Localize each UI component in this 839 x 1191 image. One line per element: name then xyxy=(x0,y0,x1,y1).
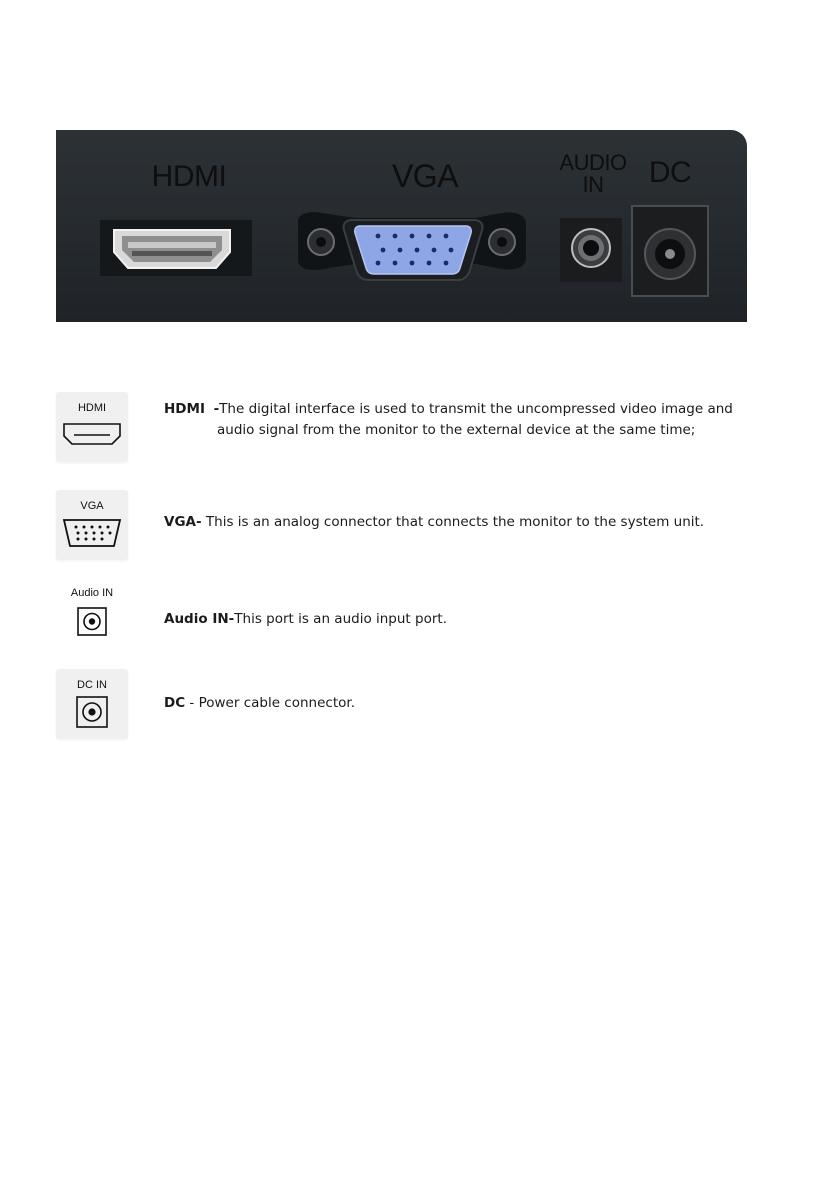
vga-description xyxy=(164,512,704,533)
photo-label-audio-line1: AUDIO xyxy=(559,150,627,175)
photo-label-hdmi: HDMI xyxy=(151,160,227,193)
audio-jack-icon xyxy=(56,578,128,648)
audio-in-name: Audio IN xyxy=(164,611,229,627)
hdmi-legend-icon-box xyxy=(56,392,128,462)
vga-port-icon xyxy=(56,490,128,560)
vga-text: This is an analog connector that connects the monitor to the system unit. xyxy=(201,514,705,530)
photo-label-dc: DC xyxy=(648,156,692,189)
hdmi-text-line1: The digital interface is used to transmit the uncompressed video image and xyxy=(219,401,733,417)
audio-jack-icon xyxy=(560,218,622,282)
dc-jack-icon xyxy=(632,206,708,296)
audio-in-text: This port is an audio input port. xyxy=(234,611,447,627)
hdmi-text-line2: audio signal from the monitor to the external device at the same time; xyxy=(217,422,696,438)
dc-description xyxy=(164,693,355,714)
audio-in-description xyxy=(164,609,447,630)
vga-separator: - xyxy=(195,514,202,530)
vga-name: VGA xyxy=(164,514,196,530)
dc-icon-label: DC IN xyxy=(77,679,107,691)
dc-legend-icon-box xyxy=(56,669,128,739)
hdmi-icon-label: HDMI xyxy=(77,402,107,414)
port-panel-photo xyxy=(56,130,747,322)
audio-in-icon-label: Audio IN xyxy=(70,587,114,599)
hdmi-description xyxy=(164,399,733,441)
vga-port-icon xyxy=(298,212,526,280)
dc-name: DC xyxy=(164,695,186,711)
hdmi-description-line1 xyxy=(164,399,733,420)
hdmi-port-icon xyxy=(100,220,252,276)
hdmi-name: HDMI xyxy=(164,401,205,417)
hdmi-separator: - xyxy=(213,401,220,417)
photo-label-audio-in xyxy=(554,152,632,196)
photo-label-audio-line2: IN xyxy=(582,172,604,197)
dc-text: Power cable connector. xyxy=(194,695,355,711)
audio-in-separator: - xyxy=(228,611,235,627)
dc-separator: - xyxy=(185,695,195,711)
audio-in-legend-icon-box xyxy=(56,578,128,648)
photo-label-vga: VGA xyxy=(391,158,459,194)
hdmi-port-icon xyxy=(56,392,128,462)
dc-jack-icon xyxy=(56,669,128,739)
vga-icon-label: VGA xyxy=(80,500,104,512)
vga-legend-icon-box xyxy=(56,490,128,560)
